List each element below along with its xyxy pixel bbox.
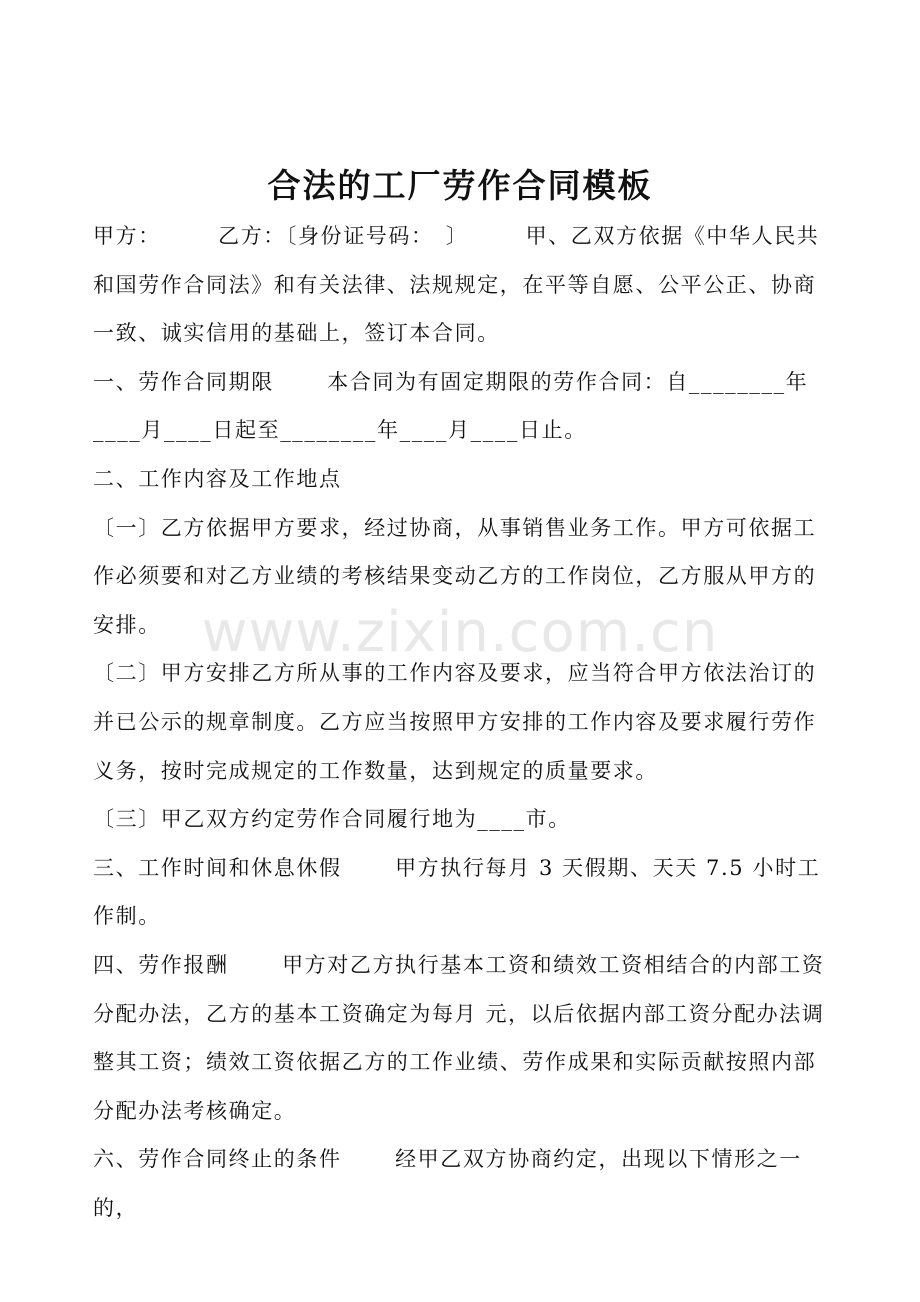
paragraph-parties: 甲方： 乙方：〔身份证号码： 〕 甲、乙双方依据《中华人民共和国劳作合同法》和有关法律、法规规定，在平等自愿、公平公正、协商一致、诚实信用的基础上，签订本合同。 <box>93 224 820 346</box>
paragraph-clause-1: 〔一〕乙方依据甲方要求，经过协商，从事销售业务工作。甲方可依据工作必须要和对乙方业绩的考核结果变动乙方的工作岗位，乙方服从甲方的安排。 <box>93 515 817 637</box>
paragraph-remuneration: 四、劳作报酬 甲方对乙方执行基本工资和绩效工资相结合的内部工资分配办法，乙方的基本工资确定为每月 元，以后依据内部工资分配办法调整其工资；绩效工资依据乙方的工作业绩、劳作成果和实际贡献按照内部分配办法考核确定。 <box>93 952 825 1123</box>
paragraph-clause-2: 〔二〕甲方安排乙方所从事的工作内容及要求，应当符合甲方依法治订的并已公示的规章制度。乙方应当按照甲方安排的工作内容及要求履行劳作义务，按时完成规定的工作数量，达到规定的质量要求。 <box>93 661 817 783</box>
watermark: www.zixin.com.cn <box>201 600 719 665</box>
heading-work-content: 二、工作内容及工作地点 <box>93 466 342 491</box>
paragraph-termination: 六、劳作合同终止的条件 经甲乙双方协商约定，出现以下情形之一的， <box>93 1147 802 1220</box>
document-body <box>93 212 831 1232</box>
document-title: 合法的工厂劳作合同模板 <box>267 166 653 205</box>
paragraph-clause-3: 〔三〕甲乙双方约定劳作合同履行地为____市。 <box>93 807 571 832</box>
paragraph-work-hours: 三、工作时间和休息休假 甲方执行每月 3 天假期、天天 7.5 小时工作制。 <box>93 855 821 929</box>
paragraph-contract-term: 一、劳作合同期限 本合同为有固定期限的劳作合同：自________年____月____日起至________年____月____日止。 <box>93 369 809 443</box>
